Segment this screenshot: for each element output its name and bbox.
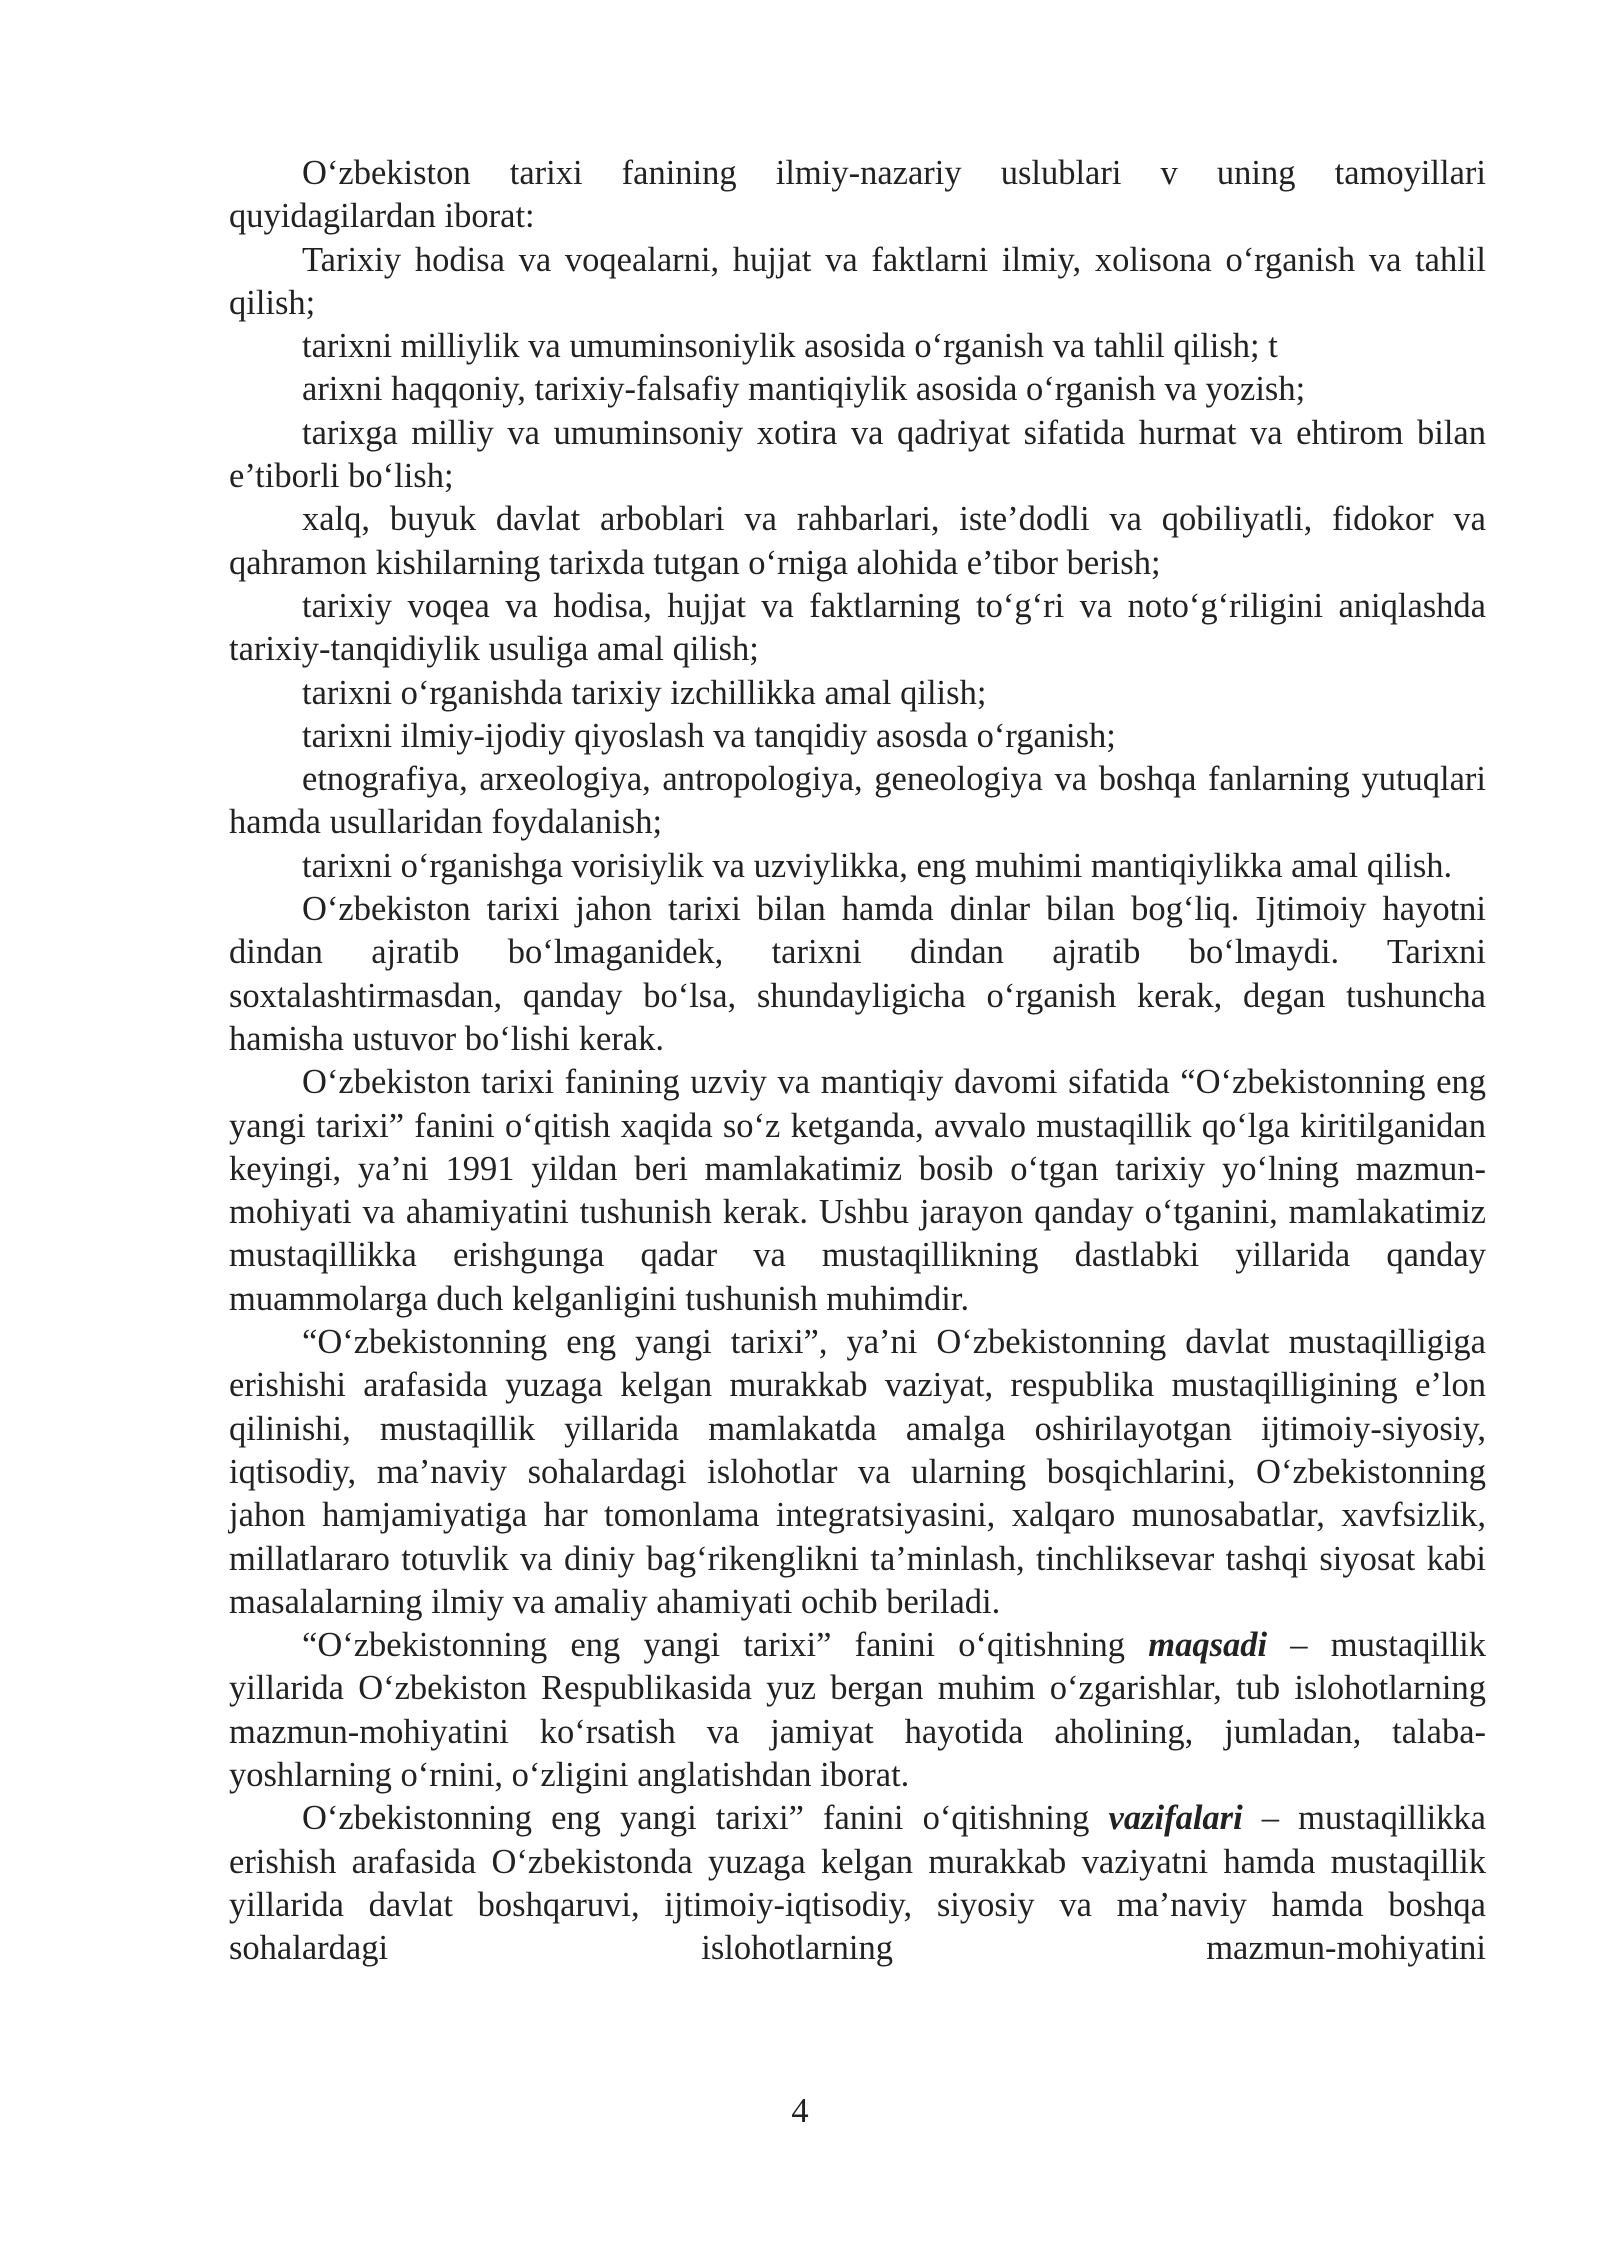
paragraph-principle-4: tarixga milliy va umuminsoniy xotira va qadriyat sifatida hurmat va ehtirom bilan e’tiborli bo‘lish;: [229, 413, 1486, 496]
tasks-keyword: vazifalari: [1108, 1799, 1243, 1838]
paragraph-newest-history-intro: O‘zbekiston tarixi fanining uzviy va mantiqiy davomi sifatida “O‘zbekistonning eng yangi tarixi” fanini o‘qitish xaqida so‘z ketganda, avvalo mustaqillik qo‘lga kiritilganidan keyingi, ya’ni 1991 yildan beri mamlakatimiz bosib o‘tgan tarixiy yo‘lning mazmun-mohiyati va ahamiyatini tushunish kerak. Ushbu jarayon qanday o‘tganini, mamlakatimiz mustaqillikka erishgunga qadar va mustaqillikning dastlabki yillarida qanday muammolarga duch kelganligini tushunish muhimdir.: [229, 1063, 1486, 1318]
paragraph-newest-history-scope: “O‘zbekistonning eng yangi tarixi”, ya’ni O‘zbekistonning davlat mustaqilligiga erishishi arafasida yuzaga kelgan murakkab vaziyat, respublika mustaqilligining e’lon qilinishi, mustaqillik yillarida mamlakatda amalga oshirilayotgan ijtimoiy-siyosiy, iqtisodiy, ma’naviy sohalardagi islohotlar va ularning bosqichlarini, O‘zbekistonning jahon hamjamiyatiga har tomonlama integratsiyasini, xalqaro munosabatlar, xavfsizlik, millatlararo totuvlik va diniy bag‘rikenglikni ta’minlash, tinchliksevar tashqi siyosat kabi masalalarning ilmiy va amaliy ahamiyati ochib beriladi.: [229, 1323, 1486, 1621]
paragraph-principle-10: tarixni o‘rganishga vorisiylik va uzviylikka, eng muhimi mantiqiylikka amal qilish.: [302, 846, 1453, 885]
paragraph-course-tasks: [229, 1797, 1486, 1970]
paragraph-principle-6: tarixiy voqea va hodisa, hujjat va faktlarning to‘g‘ri va noto‘g‘riligini aniqlashda tarixiy-tanqidiylik usuliga amal qilish;: [229, 586, 1486, 669]
paragraph-principle-5: xalq, buyuk davlat arboblari va rahbarlari, iste’dodli va qobiliyatli, fidokor va qahramon kishilarning tarixda tutgan o‘rniga alohida e’tibor berish;: [229, 500, 1486, 582]
tasks-text-before: O‘zbekistonning eng yangi tarixi” fanini o‘qitishning: [302, 1799, 1109, 1838]
paragraph-history-religion: O‘zbekiston tarixi jahon tarixi bilan hamda dinlar bilan bog‘liq. Ijtimoiy hayotni dindan ajratib bo‘lmaganidek, tarixni dindan ajratib bo‘lmaydi. Tarixni soxtalashtirmasdan, qanday bo‘lsa, shundayligicha o‘rganish kerak, degan tushuncha hamisha ustuvor bo‘lishi kerak.: [229, 890, 1486, 1058]
paragraph-principle-2: tarixni milliylik va umuminsoniylik asosida o‘rganish va tahlil qilish; t: [302, 327, 1278, 366]
tasks-text-after: – mustaqillikka erishish arafasida O‘zbekistonda yuzaga kelgan murakkab vaziyatni hamda mustaqillik yillarida davlat boshqaruvi, ijtimoiy-iqtisodiy, siyosiy va ma’naviy hamda boshqa sohalardagi islohotlarning mazmun-mohiyatini: [229, 1799, 1486, 1968]
document-body: [229, 152, 1486, 1970]
goal-text-before: “O‘zbekistonning eng yangi tarixi” fanini o‘qitishning: [302, 1626, 1149, 1665]
paragraph-principle-7: tarixni o‘rganishda tarixiy izchillikka amal qilish;: [302, 673, 987, 712]
page-number: 4: [791, 2092, 809, 2130]
paragraph-principle-8: tarixni ilmiy-ijodiy qiyoslash va tanqidiy asosda o‘rganish;: [302, 716, 1116, 755]
paragraph-principle-9: etnografiya, arxeologiya, antropologiya, geneologiya va boshqa fanlarning yutuqlari hamda usullaridan foydalanish;: [229, 760, 1486, 842]
paragraph-principle-1: Tarixiy hodisa va voqealarni, hujjat va faktlarni ilmiy, xolisona o‘rganish va tahlil qilish;: [229, 240, 1486, 322]
goal-text-after: – mustaqillik yillarida O‘zbekiston Respublikasida yuz bergan muhim o‘zgarishlar, tub islohotlarning mazmun-mohiyatini ko‘rsatish va jamiyat hayotida aholining, jumladan, talaba-yoshlarning o‘rnini, o‘zligini anglatishdan iborat.: [229, 1626, 1486, 1794]
goal-keyword: maqsadi: [1148, 1626, 1268, 1665]
paragraph-principle-3: arixni haqqoniy, tarixiy-falsafiy mantiqiylik asosida o‘rganish va yozish;: [302, 370, 1306, 409]
paragraph-course-goal: [229, 1624, 1486, 1797]
paragraph-intro: O‘zbekiston tarixi fanining ilmiy-nazariy uslublari v uning tamoyillari quyidagilardan iborat:: [229, 154, 1486, 236]
